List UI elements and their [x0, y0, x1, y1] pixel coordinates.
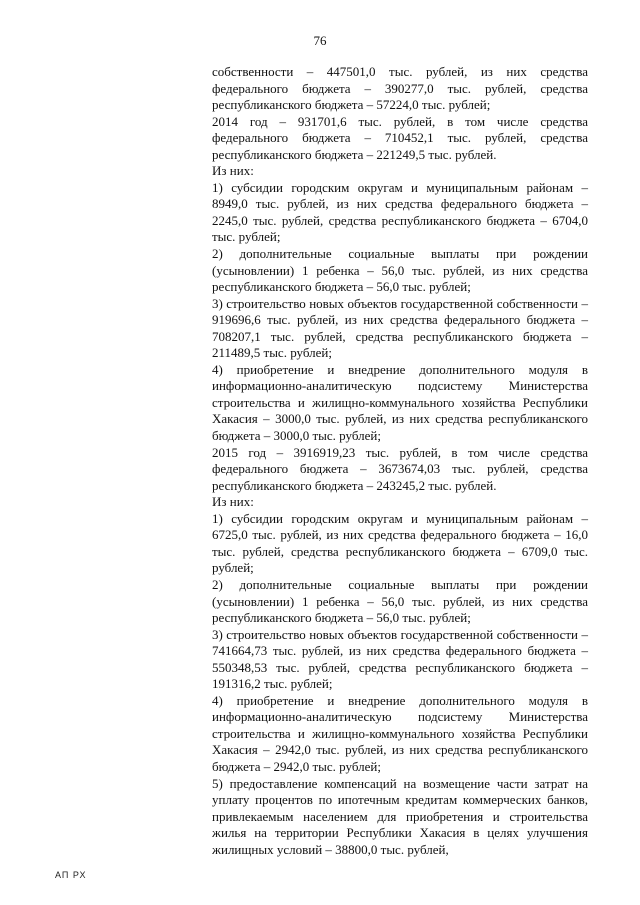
- page-number: 76: [313, 33, 327, 48]
- paragraph-4: 1) субсидии городским округам и муниципальным районам – 8949,0 тыс. рублей, из них средства федерального бюджета – 2245,0 тыс. рублей, средства республиканского бюджета – 6704,0 тыс. рублей;: [212, 179, 588, 245]
- paragraph-7: 4) приобретение и внедрение дополнительного модуля в информационно-аналитическую подсистему Министерства строительства и жилищно-коммунального хозяйства Республики Хакасия – 3000,0 тыс. рублей, из них средства республиканского бюджета – 3000,0 тыс. рублей;: [212, 361, 588, 444]
- document-body: [212, 64, 588, 858]
- paragraph-5: 2) дополнительные социальные выплаты при рождении (усыновлении) 1 ребенка – 56,0 тыс. рублей, из них средства республиканского бюджета – 56,0 тыс. рублей;: [212, 246, 588, 295]
- paragraph-14: 5) предоставление компенсаций на возмещение части затрат на уплату процентов по ипотечным кредитам коммерческих банков, привлекаемым населением для приобретения и строительства жилья на территории Республики Хакасия в целях улучшения жилищных условий – 38800,0 тыс. рублей,: [212, 775, 588, 857]
- paragraph-2: 2014 год – 931701,6 тыс. рублей, в том числе средства федерального бюджета – 710452,1 тыс. рублей, средства республиканского бюджета – 221249,5 тыс. рублей.: [212, 113, 588, 162]
- paragraph-1: собственности – 447501,0 тыс. рублей, из них средства федерального бюджета – 390277,0 тыс. рублей, средства республиканского бюджета – 57224,0 тыс. рублей;: [212, 64, 588, 113]
- footer-mark: АП РХ: [55, 870, 87, 880]
- paragraph-12: 3) строительство новых объектов государственной собственности – 741664,73 тыс. рублей, из них средства федерального бюджета – 550348,53 тыс. рублей, средства республиканского бюджета – 191316,2 тыс. рублей;: [212, 626, 588, 692]
- paragraph-11: 2) дополнительные социальные выплаты при рождении (усыновлении) 1 ребенка – 56,0 тыс. рублей, из них средства республиканского бюджета – 56,0 тыс. рублей;: [212, 576, 588, 626]
- paragraph-6: 3) строительство новых объектов государственной собственности – 919696,6 тыс. рублей, из них средства федерального бюджета – 708207,1 тыс. рублей, средства республиканского бюджета – 211489,5 тыс. рублей;: [212, 295, 588, 361]
- paragraph-8: 2015 год – 3916919,23 тыс. рублей, в том числе средства федерального бюджета – 3673674,03 тыс. рублей, средства республиканского бюджета – 243245,2 тыс. рублей.: [212, 444, 588, 493]
- paragraph-9: Из них:: [212, 494, 254, 510]
- paragraph-13: 4) приобретение и внедрение дополнительного модуля в информационно-аналитическую подсистему Министерства строительства и жилищно-коммунального хозяйства Республики Хакасия – 2942,0 тыс. рублей, из них средства республиканского бюджета – 2942,0 тыс. рублей;: [212, 692, 588, 774]
- paragraph-10: 1) субсидии городским округам и муниципальным районам – 6725,0 тыс. рублей, из них средства федерального бюджета – 16,0 тыс. рублей, средства республиканского бюджета – 6709,0 тыс. рублей;: [212, 510, 588, 576]
- paragraph-3: Из них:: [212, 163, 254, 179]
